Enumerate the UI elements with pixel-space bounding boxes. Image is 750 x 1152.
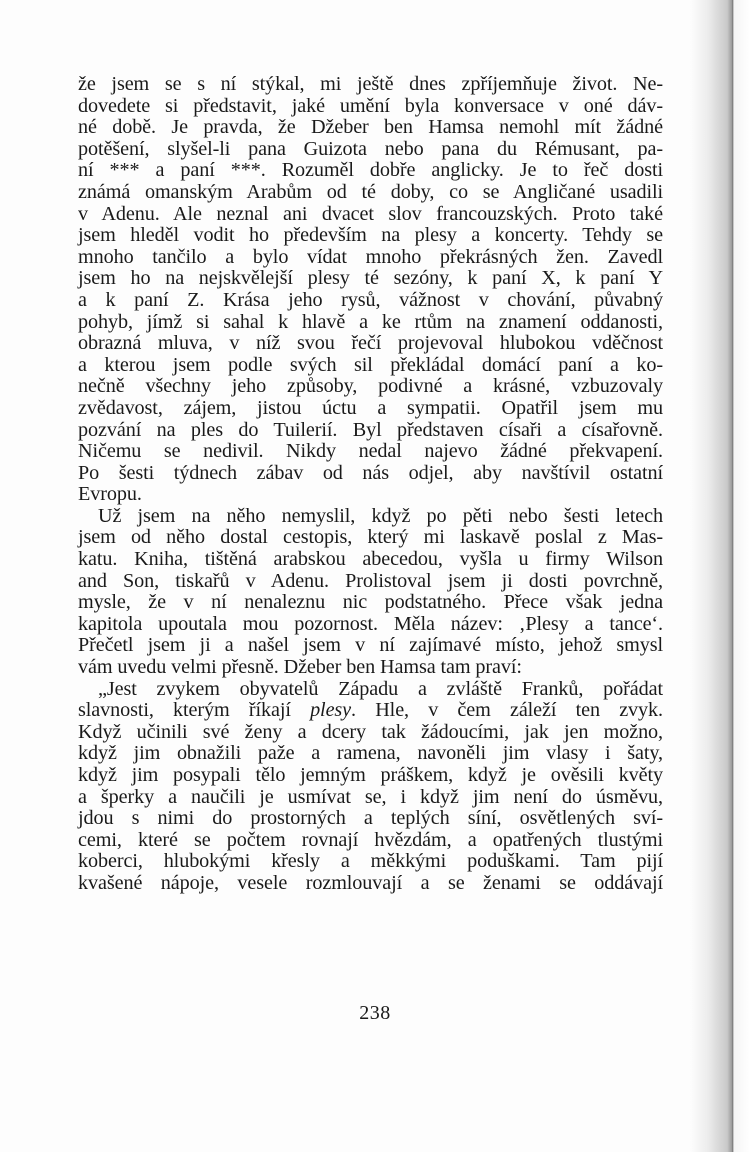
text-line: mysle, že v ní nenaleznu nic podstatného. Přece však jedna bbox=[78, 591, 663, 614]
italic-term: plesy bbox=[310, 699, 352, 722]
text-line: kvašené nápoje, vesele rozmlouvají a se ženami se oddávají bbox=[78, 871, 663, 894]
text-line: né době. Je pravda, že Džeber ben Hamsa nemohl mít žádné bbox=[78, 116, 663, 139]
text-segment: slavnosti, kterým říkají bbox=[78, 699, 311, 722]
text-line: jsem od něho dostal cestopis, který mi laskavě poslal z Mas- bbox=[78, 526, 663, 549]
text-line: Po šesti týdnech zábav od nás odjel, aby navštívil ostatní bbox=[78, 461, 663, 484]
paragraph-start-line: Už jsem na něho nemyslil, když po pěti nebo šesti letech bbox=[98, 504, 663, 527]
text-line: cemi, které se počtem rovnají hvězdám, a opatřených tlustými bbox=[78, 828, 663, 851]
text-line: dovedete si představit, jaké umění byla konversace v oné dáv- bbox=[78, 94, 663, 117]
body-text bbox=[78, 74, 663, 895]
text-line: a šperky a naučili je usmívat se, i když jim není do úsměvu, bbox=[78, 785, 663, 808]
text-line: Přečetl jsem ji a našel jsem v ní zajímavé místo, jehož smysl bbox=[78, 634, 663, 657]
text-line: jsem ho na nejskvělejší plesy té sezóny, k paní X, k paní Y bbox=[78, 267, 663, 290]
text-line: potěšení, slyšel-li pana Guizota nebo pana du Rémusant, pa- bbox=[78, 137, 663, 160]
text-segment: . Hle, v čem záleží ten zvyk. bbox=[351, 699, 663, 722]
text-line: když jim posypali tělo jemným práškem, když je ověsili květy bbox=[78, 764, 663, 786]
text-line: koberci, hlubokými křesly a měkkými poduškami. Tam pijí bbox=[78, 850, 663, 873]
text-line: jsem hleděl vodit ho především na plesy a koncerty. Tehdy se bbox=[78, 224, 663, 247]
text-line: and Son, tiskařů v Adenu. Prolistoval jsem ji dosti povrchně, bbox=[78, 569, 663, 592]
text-line: když jim obnažili paže a ramena, navoněli jim vlasy i šaty, bbox=[78, 742, 663, 765]
text-line: Ničemu se nedivil. Nikdy nedal najevo žádné překvapení. bbox=[78, 440, 663, 463]
text-line: zvědavost, zájem, jistou úctu a sympatii. Opatřil jsem mu bbox=[78, 396, 663, 419]
page-number: 238 bbox=[359, 1002, 391, 1024]
text-line: pohyb, jímž si sahal k hlavě a ke rtům na znamení oddanosti, bbox=[78, 310, 663, 333]
text-line: kapitola upoutala mou pozornost. Měla název: ‚Plesy a tance‘. bbox=[78, 612, 663, 635]
text-line: mnoho tančilo a bylo vídat mnoho překrásných žen. Zavedl bbox=[78, 245, 663, 268]
paragraph-end-line: Evropu. bbox=[78, 483, 142, 506]
text-line: katu. Kniha, tištěná arabskou abecedou, vyšla u firmy Wilson bbox=[78, 548, 663, 571]
text-line: pozvání na ples do Tuilerií. Byl představen císaři a císařovně. bbox=[78, 418, 663, 441]
text-line: a k paní Z. Krása jeho rysů, vážnost v chování, půvabný bbox=[78, 288, 663, 311]
text-line-with-italic bbox=[78, 700, 663, 722]
page-binding-edge bbox=[690, 0, 750, 1152]
text-line: že jsem se s ní stýkal, mi ještě dnes zpříjemňuje život. Ne- bbox=[78, 73, 663, 95]
text-line: ní *** a paní ***. Rozuměl dobře anglicky. Je to řeč dosti bbox=[78, 159, 663, 182]
text-line: v Adenu. Ale neznal ani dvacet slov francouzských. Proto také bbox=[78, 202, 663, 225]
text-line: nečně všechny jeho způsoby, podivné a krásné, vzbuzovaly bbox=[78, 375, 663, 398]
text-line: známá omanským Arabům od té doby, co se Angličané usadili bbox=[78, 180, 663, 203]
text-line: Když učinili své ženy a dcery tak žádoucími, jak jen možno, bbox=[78, 720, 663, 743]
quote-start-line: „Jest zvykem obyvatelů Západu a zvláště Franků, pořádat bbox=[98, 677, 663, 700]
text-line: jdou s nimi do prostorných a teplých síní, osvětlených sví- bbox=[78, 807, 663, 830]
text-line: obrazná mluva, v níž svou řečí projevoval hlubokou vděčnost bbox=[78, 332, 663, 355]
paragraph-end-line: vám uvedu velmi přesně. Džeber ben Hamsa tam praví: bbox=[78, 656, 522, 679]
text-line: a kterou jsem podle svých sil překládal domácí paní a ko- bbox=[78, 353, 663, 376]
